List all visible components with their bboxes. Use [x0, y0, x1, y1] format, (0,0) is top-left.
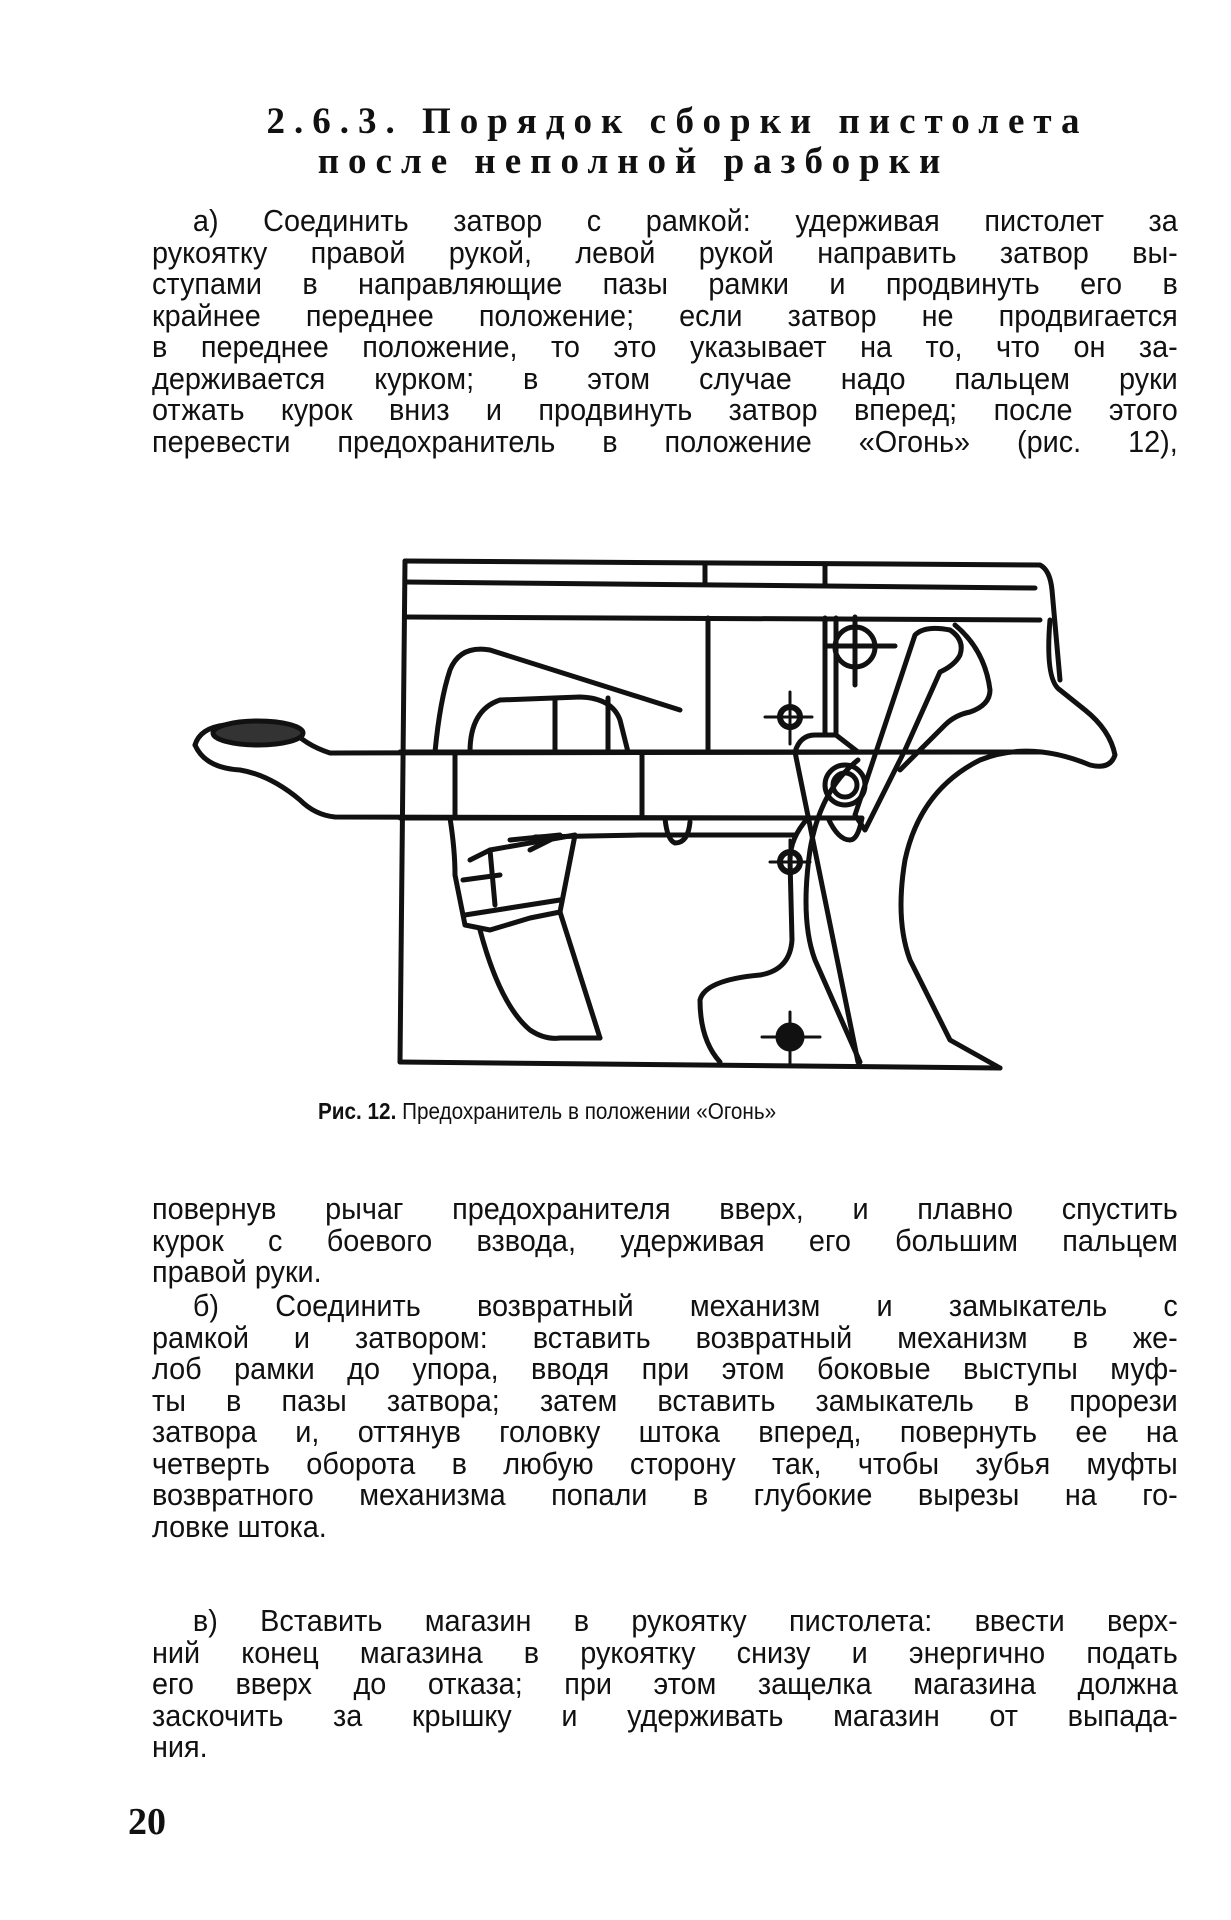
- text-line: лоб рамки до упора, вводя при этом боковые выступы муф-: [152, 1351, 1178, 1386]
- frame-bottom: [400, 1062, 1000, 1068]
- ejector-window: [470, 697, 628, 752]
- text-line: его вверх до отказа; при этом защелка магазина должна: [152, 1666, 1178, 1701]
- frame-left-edge: [400, 561, 405, 1062]
- text-line: повернув рычаг предохранителя вверх, и плавно спустить: [152, 1191, 1178, 1226]
- section-title-line2: после неполной разборки: [317, 141, 950, 182]
- text-line: ний конец магазина в рукоятку снизу и энергично подать: [152, 1634, 1178, 1670]
- paragraph-c: [152, 1603, 1178, 1764]
- paragraph-a-continued: [152, 1191, 1178, 1289]
- text-line: держивается курком; в этом случае надо пальцем руки: [152, 360, 1178, 396]
- knurled-tip: [213, 721, 303, 745]
- text-line: заскочить за крышку и удерживать магазин от выпада-: [152, 1697, 1178, 1733]
- figure-label: Рис. 12.: [318, 1098, 397, 1124]
- text-line: ния.: [152, 1729, 208, 1764]
- text-line: четверть оборота в любую сторону так, чтобы зубья муфты: [152, 1445, 1178, 1481]
- figure-caption-text: Предохранитель в положении «Огонь»: [402, 1098, 777, 1124]
- text-line: затвора и, оттянув головку штока вперед, повернуть ее на: [152, 1414, 1178, 1449]
- text-line: правой руки.: [152, 1254, 322, 1289]
- text-line: в переднее положение, то это указывает на то, что он за-: [152, 329, 1178, 364]
- slide-rail-1: [405, 582, 1035, 588]
- page-number: 20: [128, 1801, 166, 1843]
- text-line: ловке штока.: [152, 1508, 327, 1544]
- text-line: в) Вставить магазин в рукоятку пистолета: ввести верх-: [192, 1603, 1178, 1638]
- sear-notch: [795, 735, 858, 752]
- text-line: ступами в направляющие пазы рамки и продвинуть его в: [152, 266, 1178, 301]
- text-line: а) Соединить затвор с рамкой: удерживая пистолет за: [192, 203, 1178, 238]
- guide-rod-lower: [195, 745, 860, 818]
- slide-rail-2: [405, 617, 1040, 620]
- paragraph-b: [152, 1288, 1178, 1544]
- disconnector: [665, 818, 690, 843]
- text-line: курок с боевого взвода, удерживая его большим пальцем: [152, 1222, 1178, 1258]
- text-line: крайнее переднее положение; если затвор не продвигается: [152, 297, 1178, 333]
- section-title-line1: Порядок сборки пистолета: [421, 101, 1089, 142]
- figure-caption: [318, 1098, 776, 1125]
- text-line: возвратного механизма попали в глубокие вырезы на го-: [152, 1477, 1178, 1512]
- text-line: рукоятку правой рукой, левой рукой направить затвор вы-: [152, 234, 1178, 270]
- magazine-rear: [560, 912, 600, 1038]
- text-line: отжать курок вниз и продвинуть затвор вперед; после этого: [152, 392, 1178, 427]
- text-line: рамкой и затвором: вставить возвратный механизм в же-: [152, 1319, 1178, 1355]
- text-line: перевести предохранитель в положение «Огонь» (рис. 12),: [152, 423, 1178, 459]
- text-line: б) Соединить возвратный механизм и замыкатель с: [192, 1288, 1178, 1323]
- section-number: 2.6.3.: [266, 101, 404, 142]
- text-line: ты в пазы затвора; затем вставить замыкатель в прорези: [152, 1382, 1178, 1418]
